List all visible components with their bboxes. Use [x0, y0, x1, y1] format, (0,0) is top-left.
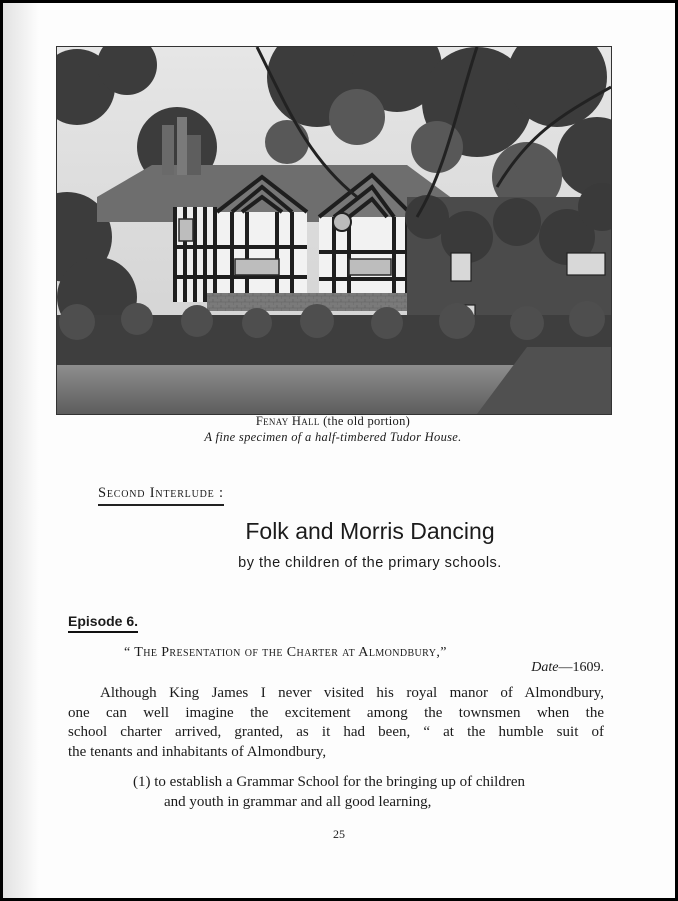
- paragraph-line: school charter arrived, granted, as it had been, “ at the humble suit of: [68, 724, 604, 740]
- paragraph-line: the tenants and inhabitants of Almondbury,: [68, 743, 327, 760]
- paragraph-line: one can well imagine the excitement among the townsmen when the: [68, 704, 604, 721]
- date-value: —1609.: [558, 660, 604, 675]
- section-subtitle: by the children of the primary schools.: [238, 555, 502, 571]
- section-title: Folk and Morris Dancing: [245, 518, 495, 544]
- paragraph-line: Although King James I never visited his royal manor of Almondbury,: [100, 685, 604, 701]
- page-number: 25: [333, 827, 345, 841]
- charter-list-item: [133, 772, 605, 812]
- episode-label: Episode 6.: [68, 612, 138, 633]
- caption-place-name: Fenay Hall: [255, 414, 320, 428]
- list-item-line: and youth in grammar and all good learning,: [164, 794, 432, 810]
- photo-caption-description: A fine specimen of a half-timbered Tudor House.: [204, 430, 462, 444]
- photo-illustration: [57, 47, 611, 414]
- episode-date: [531, 660, 604, 676]
- page-edge-shadow: [3, 3, 39, 898]
- episode-title: “ The Presentation of the Charter at Almondbury,”: [124, 645, 447, 660]
- list-item-line: to establish a Grammar School for the bringing up of children: [154, 774, 525, 790]
- list-item-marker: (1): [133, 774, 151, 790]
- fenay-hall-photo: [56, 46, 612, 415]
- body-paragraph: [68, 684, 604, 762]
- date-label: Date: [531, 660, 559, 675]
- caption-detail: (the old portion): [323, 414, 411, 428]
- photo-caption-title: [56, 414, 610, 429]
- interlude-heading: Second Interlude :: [98, 484, 224, 506]
